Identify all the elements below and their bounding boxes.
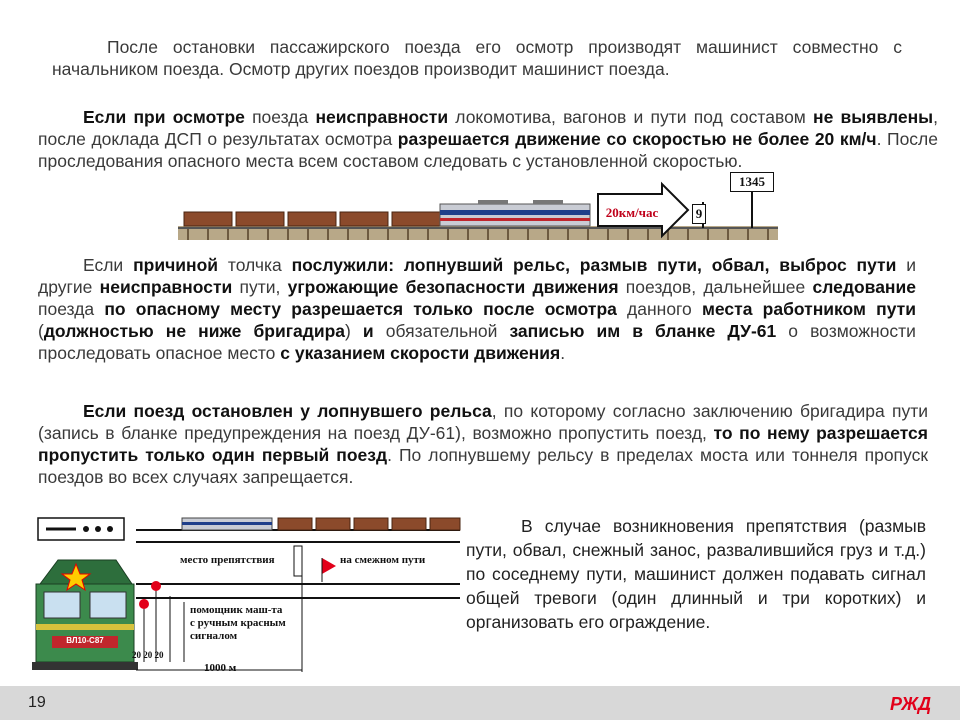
p3-bold-22: с указанием скорости движения [280,343,561,363]
label-adjacent-track [340,554,425,566]
red-signal [139,599,149,609]
kilometer-sign-label: 1345 [739,174,765,189]
label-distance-large [204,662,236,674]
p2-text-2: поезда [244,107,316,127]
loco-number-plate [52,636,118,645]
p3-bold-16: должностью не ниже бригадира [43,321,346,341]
p3-bold-8: угрожающие безопасности движения [287,277,619,297]
label-adjacent-text: на смежном пути [340,554,426,566]
obstacle-figure [32,512,462,684]
obstacle-marker [294,546,302,576]
p3-text-19: обязательной [373,321,510,341]
freight-wagon [340,212,388,226]
p3-bold-10: следование [812,277,916,297]
p2-bold-3: неисправности [315,107,449,127]
label-obstacle-place [180,554,275,566]
p3-bold-2: причиной [133,255,219,275]
rzd-logo [886,690,944,716]
p3-text-1: Если [83,255,134,275]
obstacle-illustration [32,512,462,684]
p3-text-3: толчка [218,255,292,275]
intro-paragraph [52,36,902,80]
rzd-logo-icon [886,690,944,716]
p3-bold-18: и [362,321,374,341]
p3-text-7: пути, [232,277,288,297]
footer-bar [0,686,960,720]
p2-bold-5: не выявлены [813,107,934,127]
p3-text-17: ) [345,321,363,341]
red-signal [151,581,161,591]
rail-defect-paragraph [38,254,916,364]
svg-text:РЖД: РЖД [890,694,932,714]
p4-bold-1: Если поезд остановлен у лопнувшего рельса [83,401,492,421]
speed-sign-label: 20км/час [605,205,659,220]
speed-sign [602,204,662,222]
p3-text-15: ( [38,321,44,341]
p3-text-11: поезда [38,299,105,319]
p4-text-4: . По лопнувшему рельсу в пределах моста или тоннеля пропуск поездов во всех случаях запрещается. [38,445,928,487]
picket-sign [692,204,706,224]
p3-text-13: данного [616,299,702,319]
loco-number-text: ВЛ10-С87 [66,636,104,645]
p3-bold-6: неисправности [99,277,233,297]
p3-text-21: о возможности проследовать опасное место [38,321,916,363]
red-flag [322,558,336,574]
freight-wagon [184,212,232,226]
locomotive [440,200,590,226]
freight-wagon [236,212,284,226]
freight-wagon [392,212,440,226]
label-assistant-text: помощник маш-та с ручным красным сигналом [190,604,286,642]
p2-bold-1: Если при осмотре [83,107,245,127]
p4-text-2: , по которому согласно заключению бригадира пути (запись в бланке предупреждения на поезд ДУ-61), возможно пропустить поезд, [38,401,929,443]
page-number: 19 [28,694,46,711]
p2-text-4: локомотива, вагонов и пути под составом [448,107,814,127]
p3-text-9: поездов, дальнейшее [618,277,813,297]
p2-text-8: . После проследования опасного места всем составом следовать с установленной скоростью. [38,129,939,171]
adjacent-track-text: В случае возникновения препятствия (размыв пути, обвал, снежный занос, развалившийся груз и т.д.) по соседнему пути, машинист должен подавать сигнал общей тревоги (один длинный и три коротких) и организовать его ограждение. [466,516,926,632]
inspection-paragraph [38,106,938,172]
label-distance-large-text: 1000 м [204,662,237,674]
p3-bold-14: места работником пути [701,299,916,319]
train-speed-figure [178,172,778,244]
broken-rail-paragraph [38,400,928,488]
label-distances-small [132,650,164,660]
freight-wagon [288,212,336,226]
label-assistant [190,604,290,643]
adjacent-track-paragraph [466,514,926,634]
p3-bold-4: послужили: лопнувший рельс, размыв пути, обвал, выброс пути [291,255,897,275]
intro-text: После остановки пассажирского поезда его осмотр производят машинист совместно с начальником поезда. Осмотр других поездов производит машинист поезда. [52,37,902,79]
label-obstacle-text: место препятствия [180,554,275,566]
p2-bold-7: разрешается движение со скоростью не более 20 км/ч [397,129,877,149]
p3-bold-12: по опасному месту разрешается только после осмотра [104,299,617,319]
p3-text-5: и другие [38,255,917,297]
kilometer-sign [730,172,774,192]
label-distances-small-text: 20 20 20 [132,650,164,660]
p4-bold-3: то по нему разрешается пропустить только один первый поезд [38,423,928,465]
p2-text-6: , после доклада ДСП о результатах осмотра [38,107,938,149]
train-speed-illustration [178,172,778,244]
p3-bold-20: записью им в бланке ДУ-61 [509,321,777,341]
p3-text-23: . [560,343,566,363]
picket-sign-label: 9 [695,206,703,221]
